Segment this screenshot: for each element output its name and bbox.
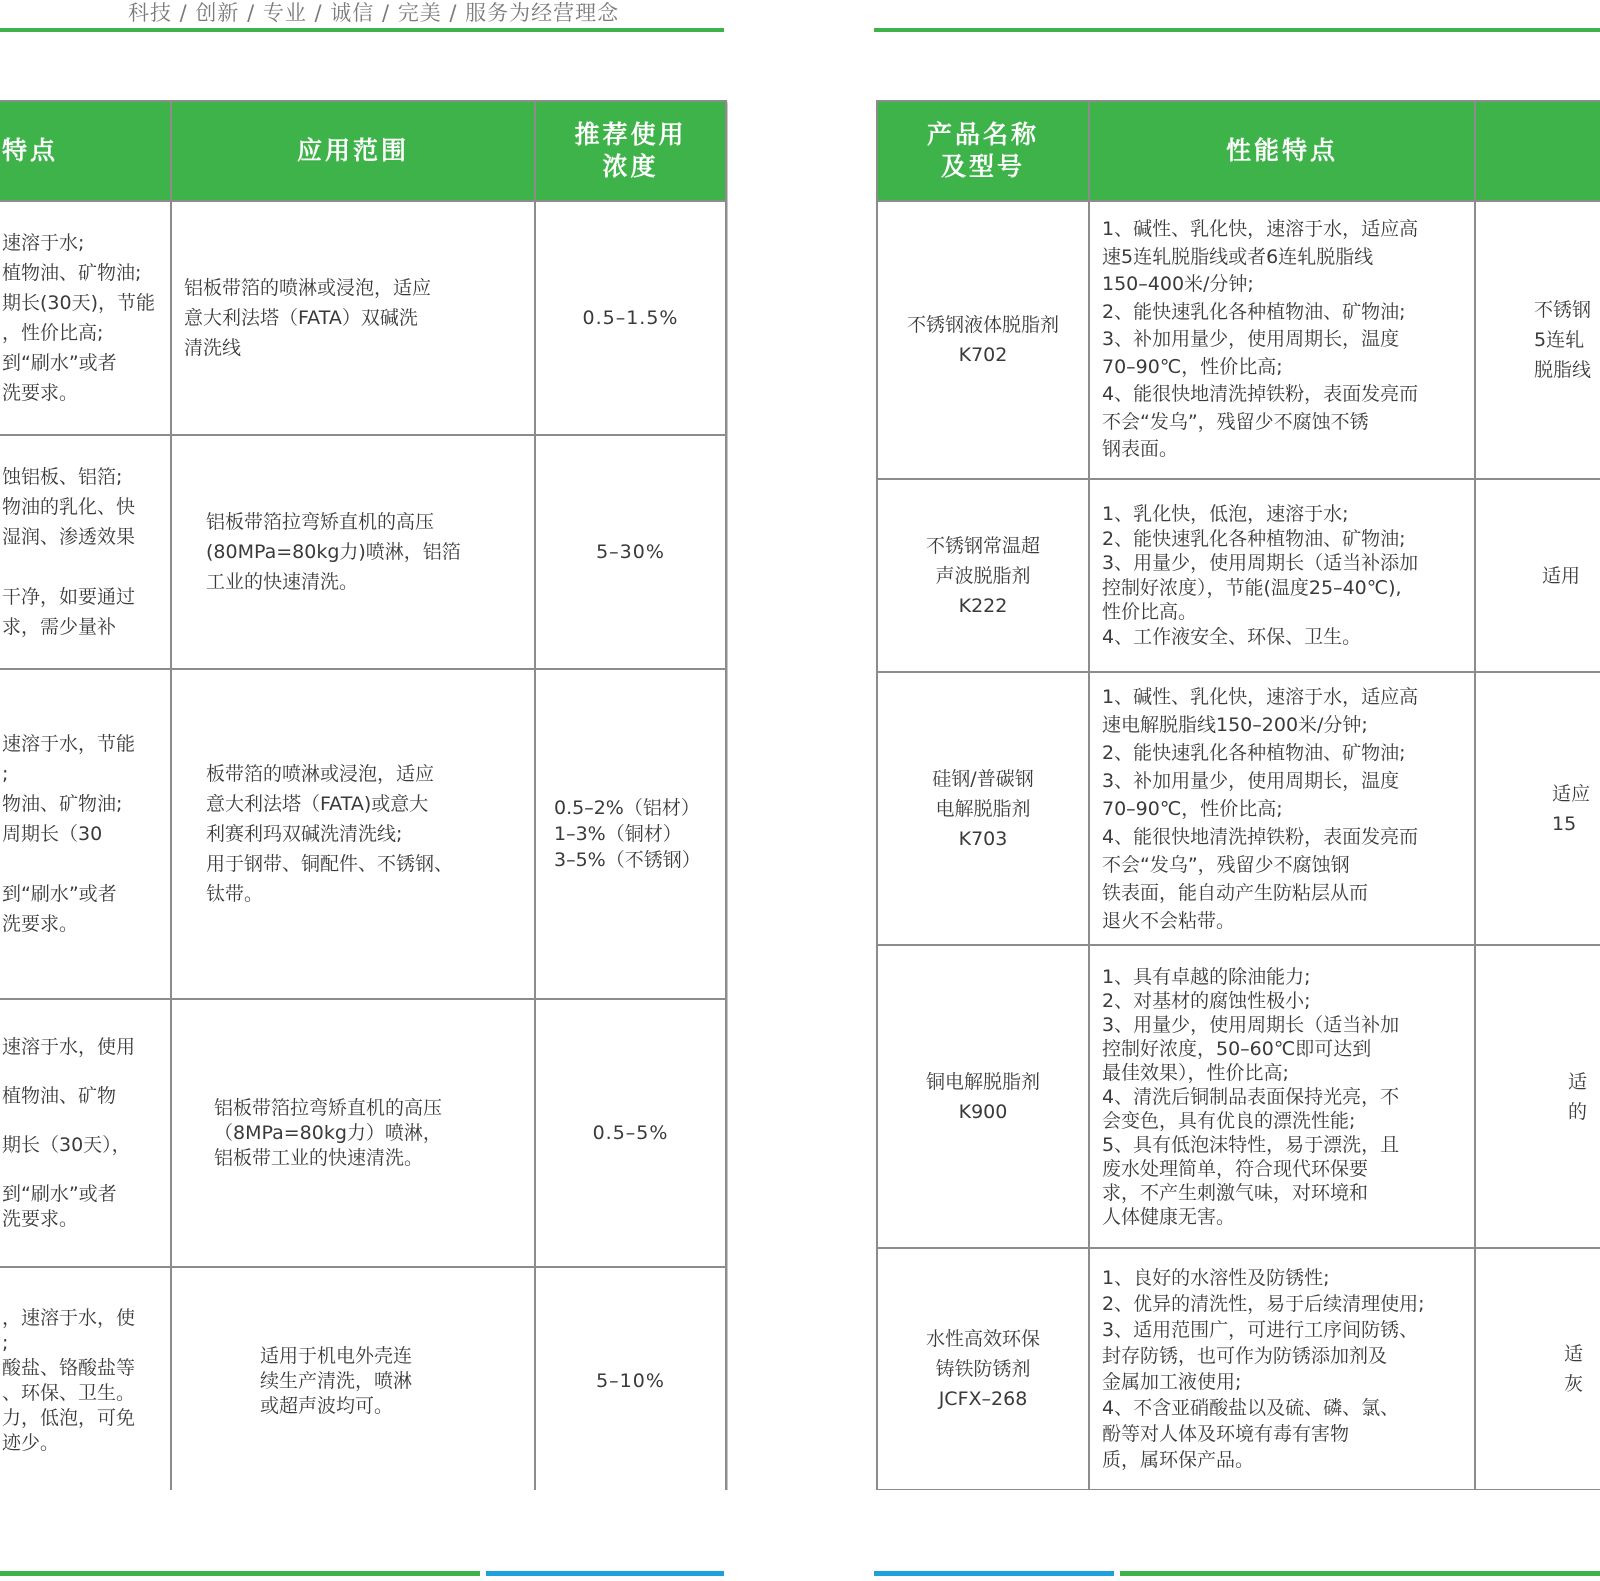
application-cell: 铝板带箔拉弯矫直机的高压 (80MPa=80kg力)喷淋，铝箔 工业的快速清洗。	[171, 435, 535, 669]
application-cell: 适 的	[1475, 945, 1600, 1248]
application-cell: 板带箔的喷淋或浸泡，适应 意大利法塔（FATA)或意大 利赛利玛双碱洗清洗线; 用于钢带、铜配件、不锈钢、 钛带。	[171, 669, 535, 999]
product-name-cell: 水性高效环保 铸铁防锈剂 JCFX–268	[877, 1248, 1089, 1490]
header-features: 特点	[0, 101, 171, 201]
table-row	[0, 1267, 726, 1490]
application-cell: 铝板带箔的喷淋或浸泡，适应 意大利法塔（FATA）双碱洗 清洗线	[171, 201, 535, 435]
application-cell: 适应 15	[1475, 672, 1600, 945]
left-top-rule	[0, 28, 724, 32]
performance-cell: 1、碱性、乳化快，速溶于水，适应高 速电解脱脂线150–200米/分钟; 2、能快速乳化各种植物油、矿物油; 3、补加用量少，使用周期长，温度 70–90℃，性价比高; 4、能很快地清洗掉铁粉，表面发亮而 不会“发乌”，残留少不腐蚀钢 铁表面，能自动产生防粘层从而 退火不会粘带。	[1089, 672, 1475, 945]
header-product-name: 产品名称 及型号	[877, 101, 1089, 201]
right-product-table-panel	[874, 100, 1600, 1490]
left-table-header-row	[0, 101, 726, 201]
right-top-rule	[874, 28, 1600, 32]
product-name-cell: 不锈钢常温超 声波脱脂剂 K222	[877, 479, 1089, 672]
table-row	[0, 669, 726, 999]
table-row	[877, 945, 1600, 1248]
table-row	[877, 672, 1600, 945]
product-name-cell: 铜电解脱脂剂 K900	[877, 945, 1089, 1248]
table-row	[0, 435, 726, 669]
features-cell: 速溶于水; 植物油、矿物油; 期长(30天)，节能 ，性价比高; 到“刷水”或者 洗要求。	[0, 201, 171, 435]
application-cell: 适用于机电外壳连 续生产清洗，喷淋 或超声波均可。	[171, 1267, 535, 1490]
right-bottom-rule	[1120, 1571, 1600, 1576]
company-slogan: 科技 / 创新 / 专业 / 诚信 / 完美 / 服务为经营理念	[128, 1, 620, 25]
header-application: 应用范围	[171, 101, 535, 201]
product-name-cell: 硅钢/普碳钢 电解脱脂剂 K703	[877, 672, 1089, 945]
table-row	[877, 1248, 1600, 1490]
application-cell: 不锈钢 5连轧 脱脂线	[1475, 201, 1600, 479]
header-performance: 性能特点	[1089, 101, 1475, 201]
header-application-partial	[1475, 101, 1600, 201]
table-row	[0, 201, 726, 435]
left-bottom-rule	[0, 1571, 480, 1576]
table-row	[877, 201, 1600, 479]
left-bottom-rule-blue	[486, 1571, 724, 1576]
performance-cell: 1、良好的水溶性及防锈性; 2、优异的清洗性，易于后续清理使用; 3、适用范围广，可进行工序间防锈、 封存防锈，也可作为防锈添加剂及 金属加工液使用; 4、不含亚硝酸盐以及硫、磷、氯、 酚等对人体及环境有毒有害物 质，属环保产品。	[1089, 1248, 1475, 1490]
concentration-cell: 0.5–1.5%	[535, 201, 726, 435]
product-name-cell: 不锈钢液体脱脂剂 K702	[877, 201, 1089, 479]
right-table-header-row	[877, 101, 1600, 201]
performance-cell: 1、乳化快，低泡，速溶于水; 2、能快速乳化各种植物油、矿物油; 3、用量少，使用周期长（适当补添加 控制好浓度），节能(温度25–40℃), 性价比高。 4、工作液安全、环保、卫生。	[1089, 479, 1475, 672]
application-cell: 适 灰	[1475, 1248, 1600, 1490]
features-cell: 速溶于水，节能 ; 物油、矿物油; 周期长（30 到“刷水”或者 洗要求。	[0, 669, 171, 999]
table-row	[0, 999, 726, 1267]
concentration-cell: 5–30%	[535, 435, 726, 669]
concentration-cell: 0.5–5%	[535, 999, 726, 1267]
left-product-table-panel	[0, 100, 728, 1490]
concentration-cell: 0.5–2%（铝材） 1–3%（铜材） 3–5%（不锈钢）	[535, 669, 726, 999]
table-row	[877, 479, 1600, 672]
performance-cell: 1、碱性、乳化快，速溶于水，适应高 速5连轧脱脂线或者6连轧脱脂线 150–400米/分钟; 2、能快速乳化各种植物油、矿物油; 3、补加用量少，使用周期长，温度 70–90℃，性价比高; 4、能很快地清洗掉铁粉，表面发亮而 不会“发乌”，残留少不腐蚀不锈 钢表面。	[1089, 201, 1475, 479]
application-cell: 铝板带箔拉弯矫直机的高压 （8MPa=80kg力）喷淋， 铝板带工业的快速清洗。	[171, 999, 535, 1267]
right-product-table	[876, 100, 1600, 1490]
right-bottom-rule-blue	[874, 1571, 1114, 1576]
header-concentration: 推荐使用 浓度	[535, 101, 726, 201]
performance-cell: 1、具有卓越的除油能力; 2、对基材的腐蚀性极小; 3、用量少，使用周期长（适当补加 控制好浓度，50–60℃即可达到 最佳效果），性价比高; 4、清洗后铜制品表面保持光亮，不 会变色，具有优良的漂洗性能; 5、具有低泡沫特性，易于漂洗，且 废水处理简单，符合现代环保要 求，不产生刺激气味，对环境和 人体健康无害。	[1089, 945, 1475, 1248]
application-cell: 适用	[1475, 479, 1600, 672]
features-cell: 蚀铝板、铝箔; 物油的乳化、快 湿润、渗透效果 干净，如要通过 求，需少量补	[0, 435, 171, 669]
features-cell: 速溶于水，使用 植物油、矿物 期长（30天）， 到“刷水”或者 洗要求。	[0, 999, 171, 1267]
left-product-table	[0, 100, 727, 1490]
concentration-cell: 5–10%	[535, 1267, 726, 1490]
features-cell: ，速溶于水，使 ; 酸盐、铬酸盐等 、环保、卫生。 力，低泡，可免 迹少。	[0, 1267, 171, 1490]
